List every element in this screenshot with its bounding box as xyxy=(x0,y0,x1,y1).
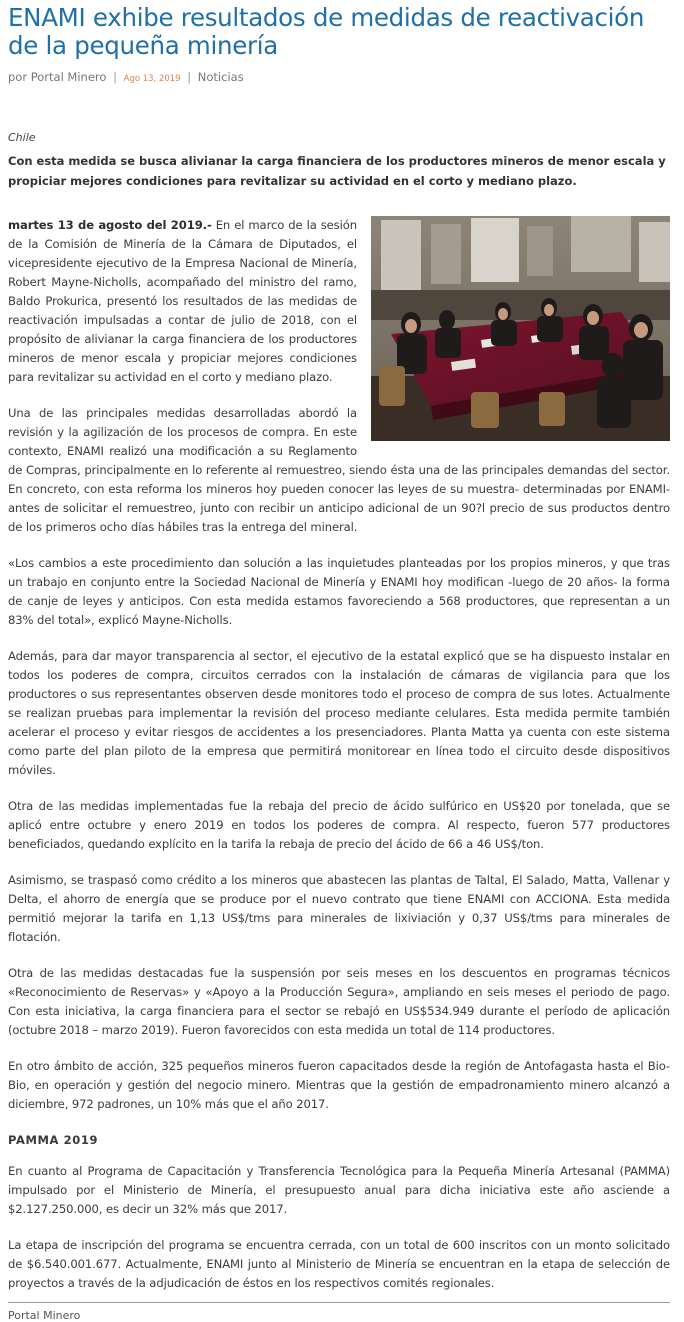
author-link[interactable]: Portal Minero xyxy=(30,70,107,84)
region-label: Chile xyxy=(8,131,36,144)
paragraph-6: Asimismo, se traspasó como crédito a los mineros que abastecen las plantas de Taltal, El Salado, Matta, Vallenar y Delta, el ahorro de energía que se produce por el nuevo contrato que tiene ENAMI con ACCIONA. Esta medida permitió mejorar la tarifa en 1,13 US$/tms para minerales de lixiviación y 0,37 US$/tms para minerales de flotación. xyxy=(8,873,670,944)
meeting-photo xyxy=(371,216,670,441)
dateline: martes 13 de agosto del 2019.- xyxy=(8,218,212,232)
article-lead: Con esta medida se busca alivianar la carga financiera de los productores mineros de menor escala y propiciar mejores condiciones para revitalizar su actividad en el corto y mediano plazo. xyxy=(8,154,666,188)
paragraph-8: En otro ámbito de acción, 325 pequeños mineros fueron capacitados desde la región de Antofagasta hasta el Bio-Bio, en operación y gestión del negocio minero. Mientras que la gestión de empadronamiento minero alcanzó a diciembre, 972 padrones, un 10% más que el año 2017. xyxy=(8,1059,670,1111)
paragraph-4: Además, para dar mayor transparencia al sector, el ejecutivo de la estatal explicó que se ha dispuesto instalar en todos los poderes de compra, circuitos cerrados con la instalación de cámaras de vigilancia para que los productores o sus representantes observen desde monitores todo el proceso de compra de sus lotes. Actualmente se realizan pruebas para implementar la revisión del proceso mediante celulares. Esta medida permite también acelerar el proceso y evitar riesgos de accidentes a los presenciadores. Planta Matta ya cuenta con este sistema como parte del plan piloto de la empresa que permitirá monitorear en línea todo el circuito desde dispositivos móviles. xyxy=(8,649,670,777)
paragraph-2: Una de las principales medidas desarrolladas abordó la revisión y la agilización de los procesos de compra. En este contexto, ENAMI realizó una modificación a su Reglamento de Compras, principalmente en lo referente al remuestreo, siendo ésta una de las principales demandas del sector. En concreto, con esta reforma los mineros hoy pueden conocer las leyes de su muestra- determinadas por ENAMI- antes de solicitar el remuestreo, junto con recibir un anticipo adicional de un 90?l precio de sus productos dentro de los primeros ocho días hábiles tras la entrega del mineral. xyxy=(8,406,670,534)
section-heading: PAMMA 2019 xyxy=(8,1133,99,1147)
article-meta xyxy=(8,69,670,87)
footer-divider xyxy=(8,1302,670,1303)
paragraph-3: «Los cambios a este procedimiento dan solución a las inquietudes planteadas por los propios mineros, y que tras un trabajo en conjunto entre la Sociedad Nacional de Minería y ENAMI hoy modifican -luego de 20 años- la forma de canje de leyes y anticipos. Con esta medida estamos favoreciendo a 568 productores, que representan a un 83% del total», explicó Mayne-Nicholls. xyxy=(8,556,670,627)
paragraph-1-text: En el marco de la sesión de la Comisión de Minería de la Cámara de Diputados, el vicepresidente ejecutivo de la Empresa Nacional de Minería, Robert Mayne-Nicholls, acompañado del ministro del ramo, Baldo Prokurica, presentó los resultados de las medidas de reactivación impulsadas a contar de julio de 2018, con el propósito de alivianar la carga financiera de los productores mineros de menor escala y propiciar mejores condiciones para revitalizar su actividad en el corto y mediano plazo. xyxy=(8,218,357,384)
author-prefix: por xyxy=(8,70,28,84)
meeting-photo-image xyxy=(371,216,670,441)
publish-date: Ago 13, 2019 xyxy=(123,74,181,84)
paragraph-9: En cuanto al Programa de Capacitación y Transferencia Tecnológica para la Pequeña Minería Artesanal (PAMMA) impulsado por el Ministerio de Minería, el presupuesto anual para dicha iniciativa este año asciende a $2.127.250.000, es decir un 32% más que 2017. xyxy=(8,1164,670,1216)
article-body xyxy=(8,216,670,1293)
meta-separator: | xyxy=(113,70,117,84)
paragraph-10: La etapa de inscripción del programa se encuentra cerrada, con un total de 600 inscritos con un monto solicitado de $6.540.001.677. Actualmente, ENAMI junto al Ministerio de Minería se encuentran en la etapa de selección de proyectos a través de la adjudicación de éstos en los respectivos comités regionales. xyxy=(8,1238,670,1290)
paragraph-5: Otra de las medidas implementadas fue la rebaja del precio de ácido sulfúrico en US$20 por tonelada, que se aplicó entre octubre y enero 2019 en todos los poderes de compra. Al respecto, fueron 577 productores beneficiados, quedando explícito en la tarifa la rebaja de precio del ácido de 66 a 46 US$/ton. xyxy=(8,799,670,851)
article xyxy=(0,2,684,1322)
meta-separator: | xyxy=(187,70,192,84)
paragraph-1 xyxy=(8,216,670,387)
paragraph-7: Otra de las medidas destacadas fue la suspensión por seis meses en los descuentos en programas técnicos «Reconocimiento de Reservas» y «Apoyo a la Producción Segura», ampliando en seis meses el periodo de pago. Con esta iniciativa, la carga financiera para el sector se rebajó en US$534.949 durante el período de aplicación (octubre 2018 – marzo 2019). Fueron favorecidos con esta medida un total de 114 productores. xyxy=(8,966,670,1037)
source-label: Portal Minero xyxy=(8,1309,81,1322)
category-link[interactable]: Noticias xyxy=(197,70,244,84)
article-title: ENAMI exhibe resultados de medidas de reactivación de la pequeña minería xyxy=(8,3,645,60)
